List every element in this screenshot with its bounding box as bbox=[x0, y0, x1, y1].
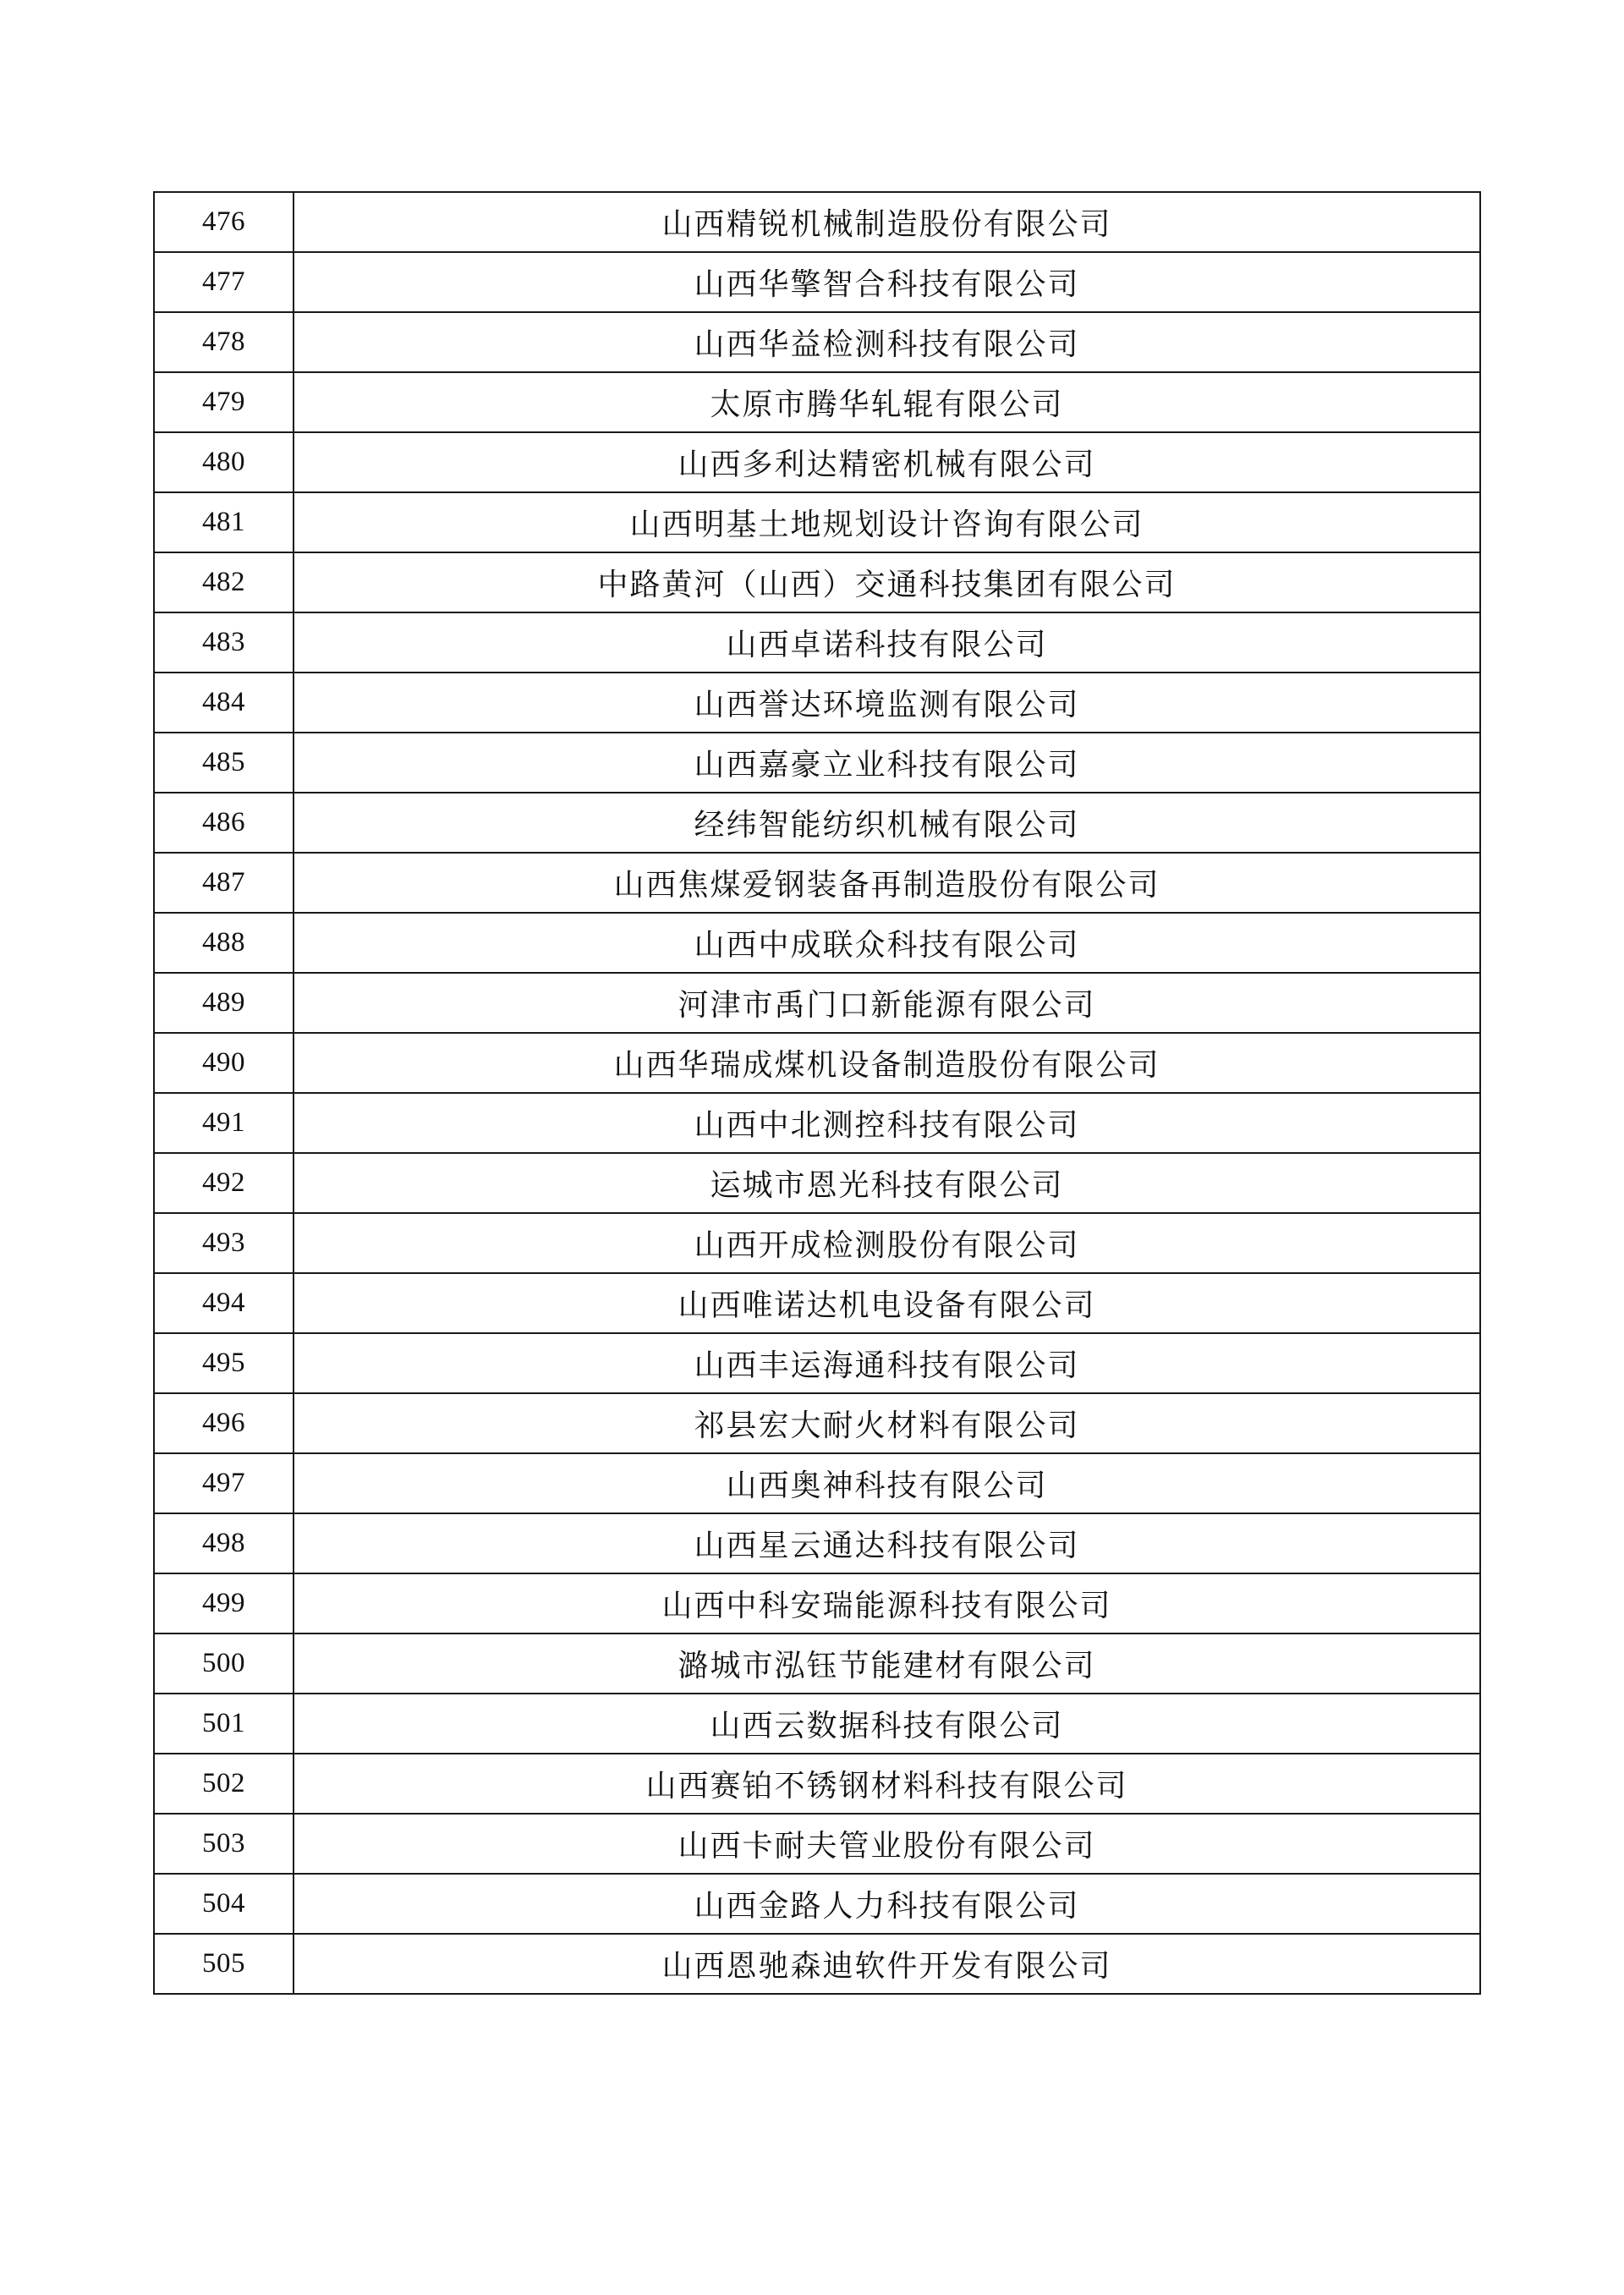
company-name-cell: 太原市腾华轧辊有限公司 bbox=[294, 372, 1480, 432]
table-row bbox=[154, 1033, 1480, 1093]
table-row bbox=[154, 1934, 1480, 1994]
row-number-cell: 496 bbox=[154, 1393, 294, 1453]
company-name-cell: 运城市恩光科技有限公司 bbox=[294, 1153, 1480, 1213]
company-name-cell: 山西丰运海通科技有限公司 bbox=[294, 1333, 1480, 1393]
table-row bbox=[154, 1153, 1480, 1213]
table-row bbox=[154, 1453, 1480, 1513]
company-list-table bbox=[153, 191, 1481, 1995]
row-number-cell: 497 bbox=[154, 1453, 294, 1513]
row-number-cell: 503 bbox=[154, 1814, 294, 1874]
table-row bbox=[154, 552, 1480, 612]
row-number-cell: 490 bbox=[154, 1033, 294, 1093]
row-number-cell: 485 bbox=[154, 733, 294, 793]
row-number-cell: 498 bbox=[154, 1513, 294, 1573]
row-number-cell: 499 bbox=[154, 1573, 294, 1633]
row-number-cell: 481 bbox=[154, 492, 294, 552]
row-number-cell: 501 bbox=[154, 1694, 294, 1754]
table-row bbox=[154, 673, 1480, 733]
row-number-cell: 477 bbox=[154, 252, 294, 312]
company-name-cell: 山西星云通达科技有限公司 bbox=[294, 1513, 1480, 1573]
row-number-cell: 495 bbox=[154, 1333, 294, 1393]
row-number-cell: 494 bbox=[154, 1273, 294, 1333]
table-row bbox=[154, 1814, 1480, 1874]
row-number-cell: 493 bbox=[154, 1213, 294, 1273]
table-row bbox=[154, 372, 1480, 432]
company-name-cell: 山西云数据科技有限公司 bbox=[294, 1694, 1480, 1754]
table-row bbox=[154, 1273, 1480, 1333]
company-name-cell: 山西华益检测科技有限公司 bbox=[294, 312, 1480, 372]
table-row bbox=[154, 1874, 1480, 1934]
row-number-cell: 482 bbox=[154, 552, 294, 612]
row-number-cell: 504 bbox=[154, 1874, 294, 1934]
company-name-cell: 山西华瑞成煤机设备制造股份有限公司 bbox=[294, 1033, 1480, 1093]
table-row bbox=[154, 793, 1480, 853]
row-number-cell: 488 bbox=[154, 913, 294, 973]
table-row bbox=[154, 612, 1480, 673]
table-row bbox=[154, 1513, 1480, 1573]
company-name-cell: 山西焦煤爱钢装备再制造股份有限公司 bbox=[294, 853, 1480, 913]
row-number-cell: 500 bbox=[154, 1633, 294, 1694]
company-name-cell: 山西誉达环境监测有限公司 bbox=[294, 673, 1480, 733]
row-number-cell: 491 bbox=[154, 1093, 294, 1153]
row-number-cell: 486 bbox=[154, 793, 294, 853]
company-name-cell: 山西中成联众科技有限公司 bbox=[294, 913, 1480, 973]
row-number-cell: 480 bbox=[154, 432, 294, 492]
table-row bbox=[154, 1694, 1480, 1754]
table-row bbox=[154, 1393, 1480, 1453]
company-name-cell: 山西嘉豪立业科技有限公司 bbox=[294, 733, 1480, 793]
table-body bbox=[154, 192, 1480, 1994]
company-name-cell: 中路黄河（山西）交通科技集团有限公司 bbox=[294, 552, 1480, 612]
table-row bbox=[154, 913, 1480, 973]
table-row bbox=[154, 1093, 1480, 1153]
row-number-cell: 484 bbox=[154, 673, 294, 733]
table-row bbox=[154, 1333, 1480, 1393]
company-name-cell: 山西赛铂不锈钢材料科技有限公司 bbox=[294, 1754, 1480, 1814]
company-name-cell: 潞城市泓钰节能建材有限公司 bbox=[294, 1633, 1480, 1694]
row-number-cell: 502 bbox=[154, 1754, 294, 1814]
company-name-cell: 山西唯诺达机电设备有限公司 bbox=[294, 1273, 1480, 1333]
row-number-cell: 489 bbox=[154, 973, 294, 1033]
table-row bbox=[154, 1573, 1480, 1633]
row-number-cell: 478 bbox=[154, 312, 294, 372]
table-row bbox=[154, 733, 1480, 793]
company-name-cell: 山西卓诺科技有限公司 bbox=[294, 612, 1480, 673]
table-row bbox=[154, 312, 1480, 372]
table-row bbox=[154, 853, 1480, 913]
row-number-cell: 479 bbox=[154, 372, 294, 432]
table-row bbox=[154, 1213, 1480, 1273]
table-row bbox=[154, 1633, 1480, 1694]
company-name-cell: 山西金路人力科技有限公司 bbox=[294, 1874, 1480, 1934]
company-name-cell: 山西卡耐夫管业股份有限公司 bbox=[294, 1814, 1480, 1874]
company-name-cell: 山西多利达精密机械有限公司 bbox=[294, 432, 1480, 492]
row-number-cell: 483 bbox=[154, 612, 294, 673]
company-name-cell: 山西中科安瑞能源科技有限公司 bbox=[294, 1573, 1480, 1633]
table-row bbox=[154, 1754, 1480, 1814]
company-name-cell: 经纬智能纺织机械有限公司 bbox=[294, 793, 1480, 853]
table-row bbox=[154, 973, 1480, 1033]
table-row bbox=[154, 252, 1480, 312]
company-name-cell: 祁县宏大耐火材料有限公司 bbox=[294, 1393, 1480, 1453]
company-name-cell: 山西恩驰森迪软件开发有限公司 bbox=[294, 1934, 1480, 1994]
company-name-cell: 山西中北测控科技有限公司 bbox=[294, 1093, 1480, 1153]
table-row bbox=[154, 432, 1480, 492]
table-row bbox=[154, 492, 1480, 552]
company-name-cell: 山西华擎智合科技有限公司 bbox=[294, 252, 1480, 312]
company-name-cell: 山西精锐机械制造股份有限公司 bbox=[294, 192, 1480, 252]
company-name-cell: 山西开成检测股份有限公司 bbox=[294, 1213, 1480, 1273]
company-name-cell: 河津市禹门口新能源有限公司 bbox=[294, 973, 1480, 1033]
row-number-cell: 487 bbox=[154, 853, 294, 913]
row-number-cell: 492 bbox=[154, 1153, 294, 1213]
row-number-cell: 505 bbox=[154, 1934, 294, 1994]
company-name-cell: 山西奥神科技有限公司 bbox=[294, 1453, 1480, 1513]
row-number-cell: 476 bbox=[154, 192, 294, 252]
table-row bbox=[154, 192, 1480, 252]
company-name-cell: 山西明基土地规划设计咨询有限公司 bbox=[294, 492, 1480, 552]
